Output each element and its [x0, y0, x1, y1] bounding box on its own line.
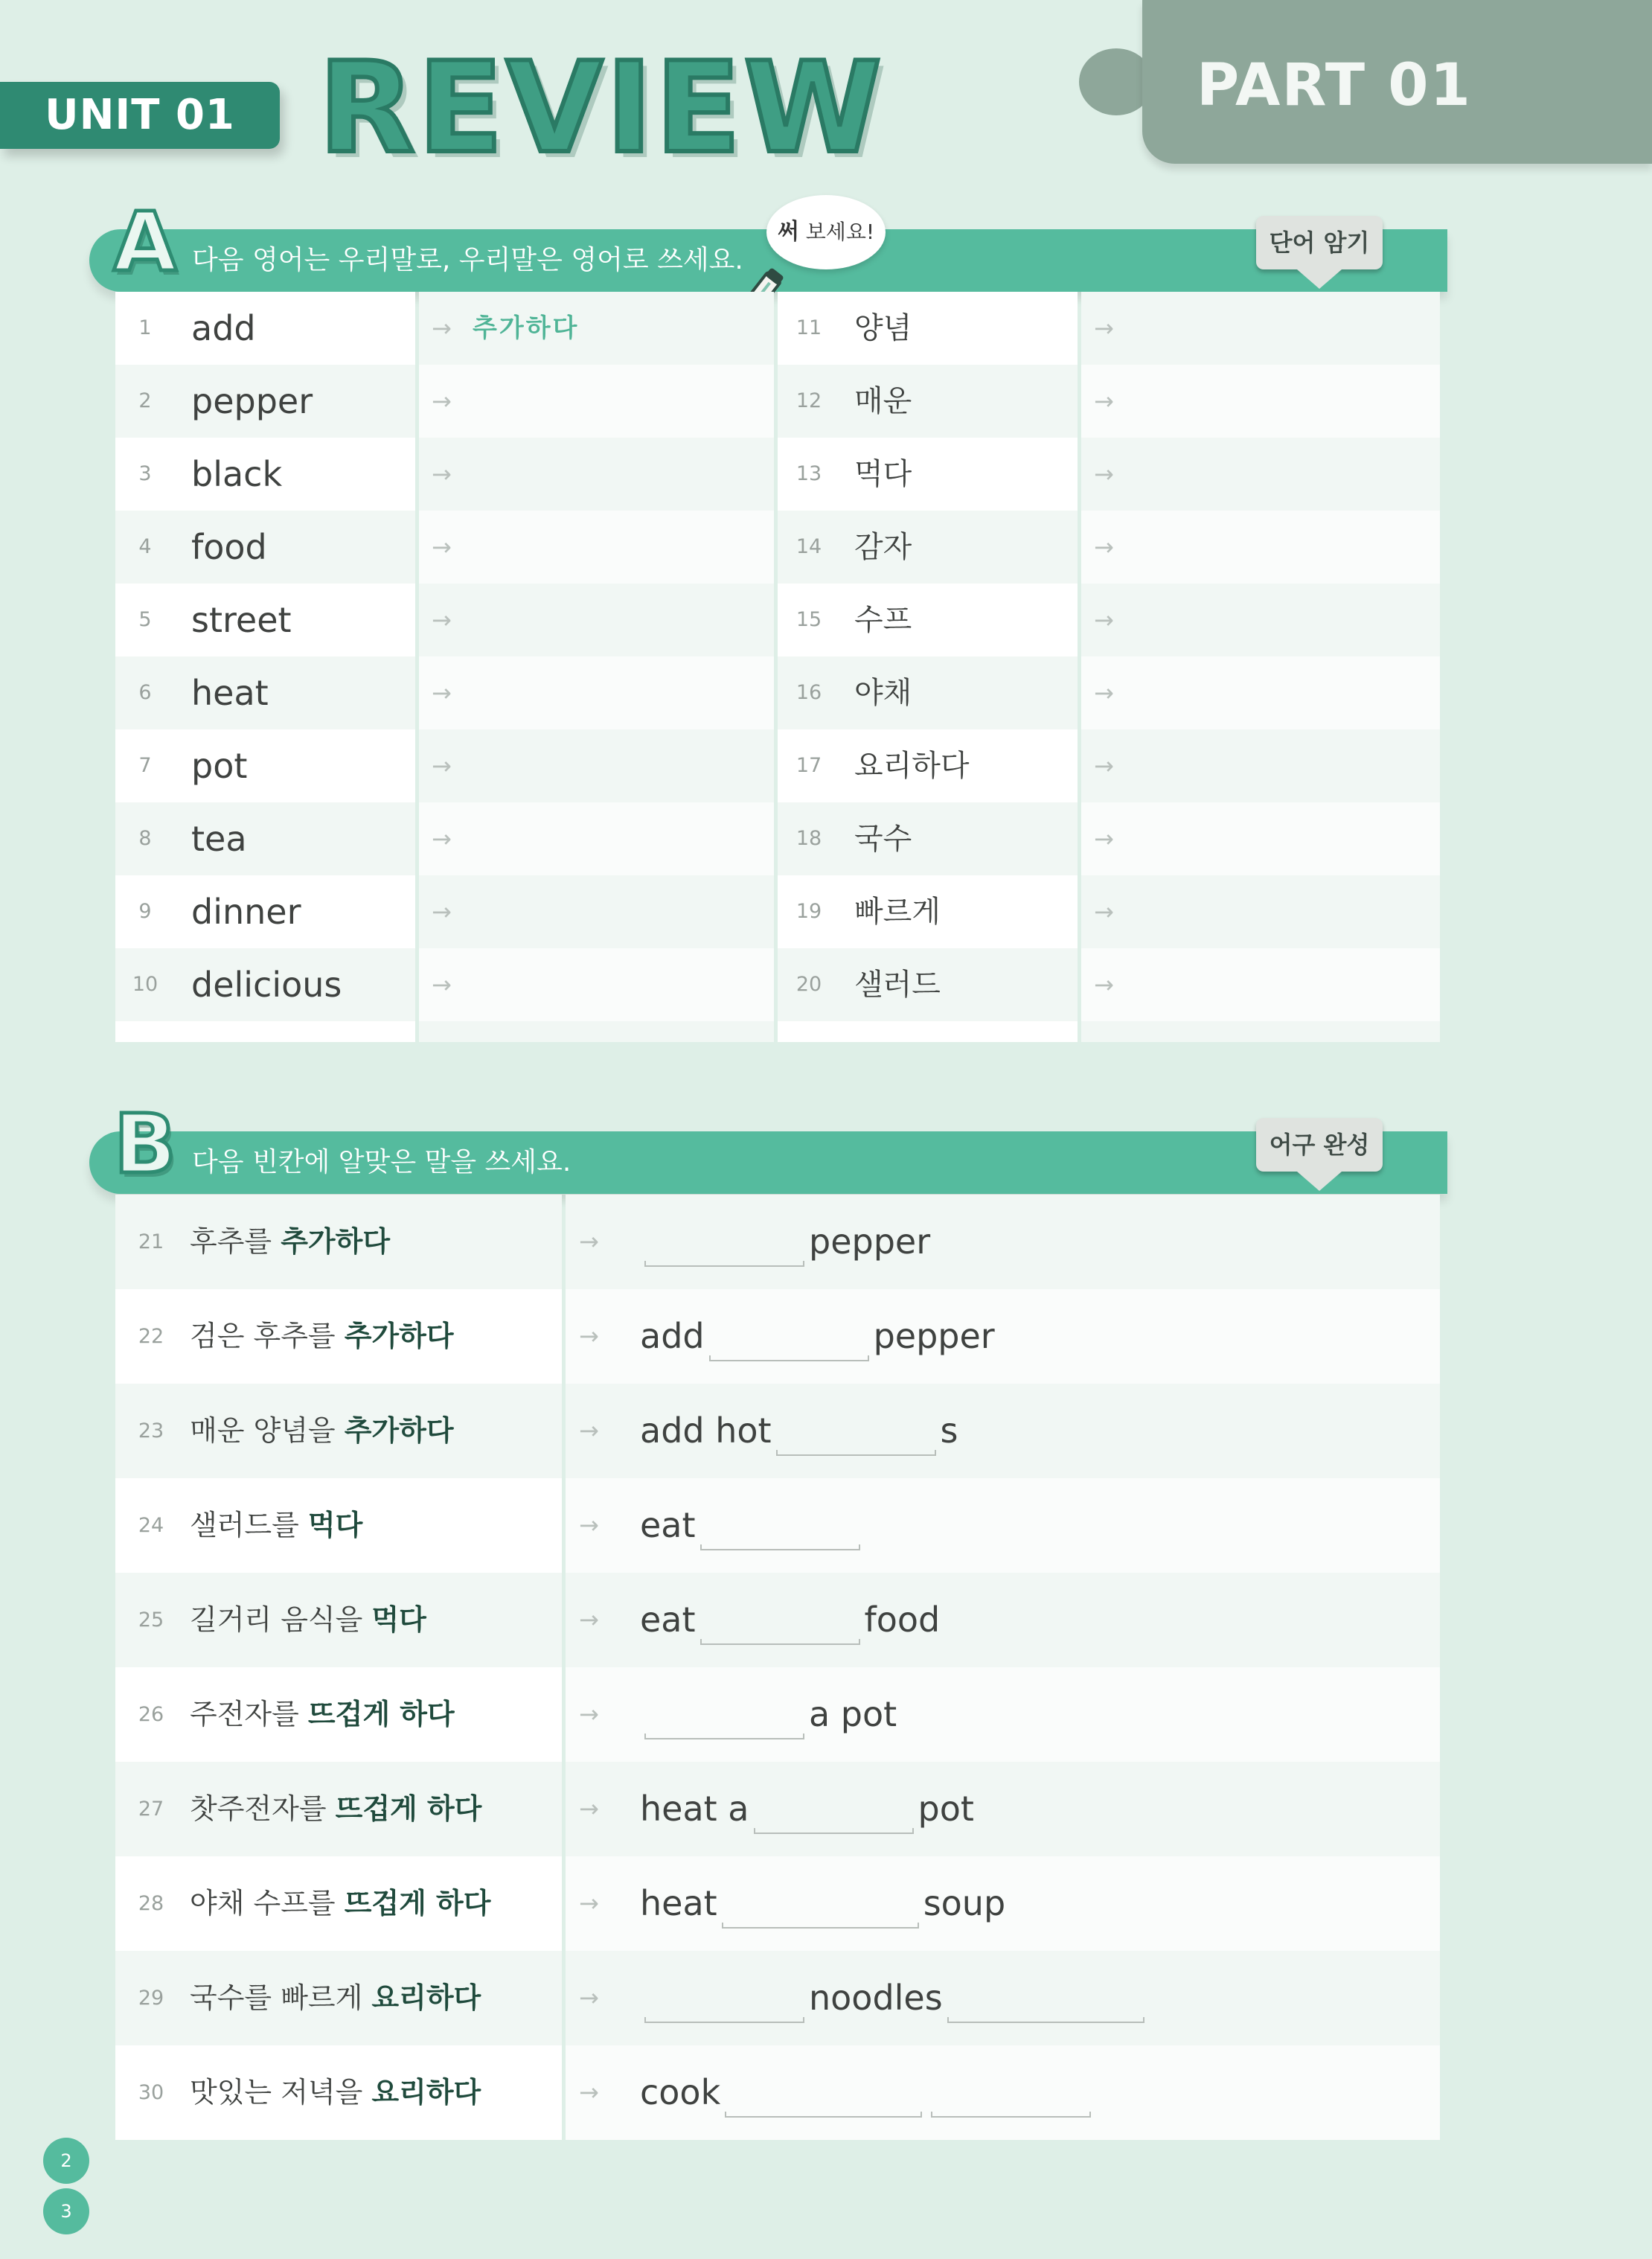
korean-phrase	[190, 1195, 390, 1289]
vocab-answer-cell[interactable]	[419, 511, 774, 584]
keyword: 뜨겁게 하다	[335, 1792, 482, 1825]
phrase-part: eat	[640, 1505, 696, 1545]
item-number: 12	[795, 389, 822, 412]
item-number: 17	[795, 754, 822, 777]
korean-word: 감자	[854, 530, 912, 564]
item-number: 7	[138, 754, 152, 777]
item-number: 14	[795, 535, 822, 558]
korean-phrase-text: 주전자를	[190, 1698, 308, 1731]
item-number: 18	[795, 827, 822, 850]
english-phrase	[640, 1384, 958, 1478]
item-number: 23	[138, 1419, 164, 1442]
korean-phrase-text: 찻주전자를	[190, 1792, 336, 1825]
english-word: delicious	[191, 965, 342, 1005]
write-speech-bubble	[766, 195, 886, 269]
korean-word: 샐러드	[854, 968, 941, 1002]
answer-blank[interactable]	[947, 1999, 1144, 2023]
korean-phrase	[190, 1667, 455, 1762]
korean-phrase-cell	[115, 1762, 562, 1856]
korean-phrase-cell	[115, 2045, 562, 2140]
item-number: 24	[138, 1514, 164, 1537]
english-phrase-cell[interactable]	[566, 2045, 1440, 2140]
korean-phrase	[190, 1573, 426, 1667]
korean-phrase-cell	[115, 1856, 562, 1951]
arrow-icon: →	[1094, 825, 1114, 853]
vocab-answer-cell[interactable]	[419, 802, 774, 875]
english-phrase	[640, 1195, 930, 1289]
vocab-answer-cell[interactable]	[419, 948, 774, 1021]
table-footer-cell	[419, 1021, 774, 1042]
answer-blank[interactable]	[754, 1810, 914, 1834]
english-word: dinner	[191, 892, 301, 932]
item-number: 30	[138, 2081, 164, 2104]
vocab-row	[115, 729, 1440, 802]
arrow-icon: →	[432, 679, 452, 707]
english-phrase	[640, 1289, 995, 1384]
phrase-part: heat	[640, 1883, 717, 1923]
english-phrase-cell[interactable]	[566, 1195, 1440, 1289]
korean-phrase	[190, 1384, 454, 1478]
item-number: 20	[795, 973, 822, 996]
korean-phrase-text: 샐러드를	[190, 1509, 308, 1541]
korean-phrase-text: 검은 후추를	[190, 1320, 345, 1352]
vocab-row	[115, 948, 1440, 1021]
korean-phrase-text: 국수를 빠르게	[190, 1981, 372, 2014]
arrow-icon: →	[432, 898, 452, 926]
arrow-icon: →	[579, 1511, 599, 1539]
vocab-row	[115, 365, 1440, 438]
answer-blank[interactable]	[700, 1527, 860, 1550]
keyword: 뜨겁게 하다	[307, 1698, 455, 1731]
arrow-icon: →	[432, 387, 452, 415]
vocab-row	[115, 656, 1440, 729]
arrow-icon: →	[1094, 606, 1114, 634]
table-footer	[115, 1021, 1440, 1042]
english-phrase	[640, 1667, 897, 1762]
english-word: pot	[191, 746, 248, 786]
vocab-row	[115, 584, 1440, 656]
arrow-icon: →	[579, 1795, 599, 1823]
korean-phrase-cell	[115, 1384, 562, 1478]
vocab-answer-cell[interactable]	[419, 584, 774, 656]
keyword: 뜨겁게 하다	[344, 1887, 491, 1920]
answer-blank[interactable]	[931, 2094, 1091, 2118]
phrase-part: a pot	[809, 1694, 897, 1734]
item-number: 29	[138, 1987, 164, 2010]
english-phrase	[640, 1762, 974, 1856]
english-phrase-cell[interactable]	[566, 1667, 1440, 1762]
arrow-icon: →	[432, 606, 452, 634]
item-number: 26	[138, 1703, 164, 1726]
korean-phrase-text: 길거리 음식을	[190, 1603, 372, 1636]
vocab-answer-cell[interactable]	[419, 875, 774, 948]
item-number: 8	[138, 827, 152, 850]
korean-word: 요리하다	[854, 749, 970, 783]
korean-word: 국수	[854, 822, 912, 856]
arrow-icon: →	[432, 533, 452, 561]
page-number: 2	[43, 2138, 89, 2184]
arrow-icon: →	[579, 1984, 599, 2012]
arrow-icon: →	[432, 314, 452, 342]
korean-phrase-text: 매운 양념을	[190, 1414, 345, 1447]
english-phrase-cell[interactable]	[566, 1762, 1440, 1856]
korean-phrase	[190, 1951, 481, 2045]
phrase-part: s	[940, 1410, 958, 1451]
korean-phrase	[190, 1762, 481, 1856]
phrase-part: pepper	[873, 1316, 995, 1356]
vocab-answer-cell[interactable]	[1081, 292, 1440, 365]
item-number: 19	[795, 900, 822, 923]
english-phrase-cell[interactable]	[566, 1478, 1440, 1573]
bubble-bold: 써	[777, 219, 799, 245]
phrase-part: heat a	[640, 1789, 749, 1829]
english-phrase-cell[interactable]	[566, 1573, 1440, 1667]
arrow-icon: →	[1094, 752, 1114, 780]
arrow-icon: →	[579, 1322, 599, 1350]
arrow-icon: →	[432, 460, 452, 488]
korean-word: 야채	[854, 676, 912, 710]
arrow-icon: →	[579, 1889, 599, 1917]
korean-phrase-text: 야채 수프를	[190, 1887, 345, 1920]
arrow-icon: →	[579, 2078, 599, 2106]
korean-phrase-cell	[115, 1195, 562, 1289]
section-a-letter: A	[113, 194, 177, 290]
answer-blank[interactable]	[700, 1621, 860, 1645]
english-word: street	[191, 600, 292, 640]
vocab-answer-cell[interactable]	[1081, 729, 1440, 802]
vocab-table	[115, 292, 1440, 1042]
phrase-row	[115, 1384, 1440, 1478]
page-title: REVIEW	[318, 35, 885, 181]
item-number: 11	[795, 316, 822, 339]
bubble-text: 보세요!	[805, 220, 875, 244]
phrase-part: eat	[640, 1600, 696, 1640]
arrow-icon: →	[1094, 314, 1114, 342]
answer-blank[interactable]	[722, 1905, 919, 1929]
item-number: 15	[795, 608, 822, 631]
phrase-part: add hot	[640, 1410, 772, 1451]
table-footer-cell	[778, 1021, 1078, 1042]
answer-blank[interactable]	[709, 1338, 869, 1361]
korean-word: 빠르게	[854, 895, 941, 929]
phrase-row	[115, 1856, 1440, 1951]
table-footer-cell	[115, 1021, 415, 1042]
phrase-part: pepper	[809, 1221, 931, 1262]
answer-blank[interactable]	[644, 1243, 804, 1267]
answer-blank[interactable]	[776, 1432, 936, 1456]
vocab-row	[115, 802, 1440, 875]
vocab-answer-cell[interactable]	[1081, 875, 1440, 948]
korean-phrase	[190, 1289, 454, 1384]
section-b-letter: B	[114, 1096, 176, 1192]
item-number: 27	[138, 1798, 164, 1821]
answer-text: 추가하다	[473, 313, 580, 343]
arrow-icon: →	[579, 1416, 599, 1445]
phrase-row	[115, 1195, 1440, 1289]
korean-word: 양념	[854, 311, 912, 345]
vocab-row	[115, 875, 1440, 948]
answer-blank[interactable]	[725, 2094, 922, 2118]
korean-word: 먹다	[854, 457, 912, 491]
arrow-icon: →	[432, 971, 452, 999]
phrase-part: food	[864, 1600, 941, 1640]
english-phrase-cell[interactable]	[566, 1289, 1440, 1384]
english-word: tea	[191, 819, 247, 859]
vocab-answer-cell[interactable]	[419, 438, 774, 511]
english-phrase-cell[interactable]	[566, 1384, 1440, 1478]
keyword: 요리하다	[371, 1981, 481, 2014]
arrow-icon: →	[1094, 460, 1114, 488]
phrase-part: soup	[923, 1883, 1006, 1923]
vocab-answer-cell[interactable]	[1081, 511, 1440, 584]
answer-blank[interactable]	[644, 1716, 804, 1739]
korean-word: 수프	[854, 603, 912, 637]
vocab-answer-cell[interactable]	[1081, 948, 1440, 1021]
phrase-row	[115, 1289, 1440, 1384]
item-number: 16	[795, 681, 822, 704]
section-b-instruction: 다음 빈칸에 알맞은 말을 쓰세요.	[192, 1147, 572, 1178]
item-number: 4	[138, 535, 152, 558]
arrow-icon: →	[579, 1227, 599, 1256]
vocab-answer-cell[interactable]	[1081, 365, 1440, 438]
vocab-row	[115, 438, 1440, 511]
english-word: heat	[191, 673, 269, 713]
part-label: PART 01	[1197, 52, 1472, 119]
phrase-row	[115, 1573, 1440, 1667]
phrase-part: cook	[640, 2072, 721, 2112]
korean-phrase	[190, 1478, 362, 1573]
item-number: 22	[138, 1325, 164, 1348]
item-number: 2	[138, 389, 152, 412]
keyword: 추가하다	[344, 1414, 454, 1447]
item-number: 3	[138, 462, 152, 485]
korean-phrase-cell	[115, 1951, 562, 2045]
arrow-icon: →	[579, 1700, 599, 1728]
phrase-complete-tag: 어구 완성	[1256, 1118, 1383, 1172]
arrow-icon: →	[579, 1605, 599, 1634]
arrow-icon: →	[1094, 387, 1114, 415]
arrow-icon: →	[432, 825, 452, 853]
english-phrase-cell[interactable]	[566, 1856, 1440, 1951]
section-a-instruction: 다음 영어는 우리말로, 우리말은 영어로 쓰세요.	[192, 245, 743, 275]
keyword: 추가하다	[281, 1225, 391, 1258]
vocab-answer-cell[interactable]	[419, 729, 774, 802]
english-word: food	[191, 527, 267, 567]
english-phrase	[640, 1856, 1005, 1951]
item-number: 13	[795, 462, 822, 485]
english-phrase	[640, 2045, 1095, 2140]
english-phrase	[640, 1951, 1149, 2045]
phrase-row	[115, 1667, 1440, 1762]
item-number: 5	[138, 608, 152, 631]
keyword: 요리하다	[371, 2076, 481, 2109]
phrase-part: noodles	[809, 1978, 943, 2018]
item-number: 1	[138, 316, 152, 339]
item-number: 6	[138, 681, 152, 704]
vocab-answer-cell[interactable]	[1081, 656, 1440, 729]
phrase-row	[115, 1478, 1440, 1573]
table-footer-cell	[1081, 1021, 1440, 1042]
page-number: 3	[43, 2188, 89, 2234]
english-word: pepper	[191, 381, 313, 421]
korean-phrase-text: 맛있는 저녁을	[190, 2076, 372, 2109]
vocab-row	[115, 292, 1440, 365]
korean-phrase-cell	[115, 1289, 562, 1384]
vocab-answer-cell[interactable]	[419, 365, 774, 438]
word-memorize-tag: 단어 암기	[1256, 216, 1383, 269]
vocab-answer-cell[interactable]	[1081, 802, 1440, 875]
unit-badge: UNIT 01	[0, 82, 280, 149]
vocab-row	[115, 511, 1440, 584]
item-number: 28	[138, 1892, 164, 1915]
korean-phrase-cell	[115, 1573, 562, 1667]
phrase-part: pot	[918, 1789, 974, 1829]
arrow-icon: →	[1094, 679, 1114, 707]
arrow-icon: →	[1094, 898, 1114, 926]
item-number: 21	[138, 1230, 164, 1253]
item-number: 25	[138, 1608, 164, 1632]
korean-phrase	[190, 2045, 481, 2140]
korean-phrase-cell	[115, 1667, 562, 1762]
arrow-icon: →	[432, 752, 452, 780]
vocab-answer-cell[interactable]	[419, 656, 774, 729]
korean-word: 매운	[854, 384, 912, 418]
korean-phrase-cell	[115, 1478, 562, 1573]
english-word: add	[191, 308, 256, 348]
item-number: 10	[132, 973, 159, 996]
english-word: black	[191, 454, 283, 494]
phrase-row	[115, 1951, 1440, 2045]
keyword: 먹다	[307, 1509, 363, 1541]
vocab-answer-cell[interactable]	[1081, 438, 1440, 511]
english-phrase	[640, 1478, 865, 1573]
keyword: 추가하다	[344, 1320, 454, 1352]
phrase-part: add	[640, 1316, 705, 1356]
arrow-icon: →	[1094, 971, 1114, 999]
arrow-icon: →	[1094, 533, 1114, 561]
keyword: 먹다	[371, 1603, 426, 1636]
answer-blank[interactable]	[644, 1999, 804, 2023]
english-phrase-cell[interactable]	[566, 1951, 1440, 2045]
korean-phrase-text: 후추를	[190, 1225, 281, 1258]
vocab-answer-cell[interactable]	[1081, 584, 1440, 656]
english-phrase	[640, 1573, 940, 1667]
phrase-table	[115, 1195, 1440, 2162]
item-number: 9	[138, 900, 152, 923]
phrase-row	[115, 2045, 1440, 2140]
korean-phrase	[190, 1856, 490, 1951]
phrase-row	[115, 1762, 1440, 1856]
